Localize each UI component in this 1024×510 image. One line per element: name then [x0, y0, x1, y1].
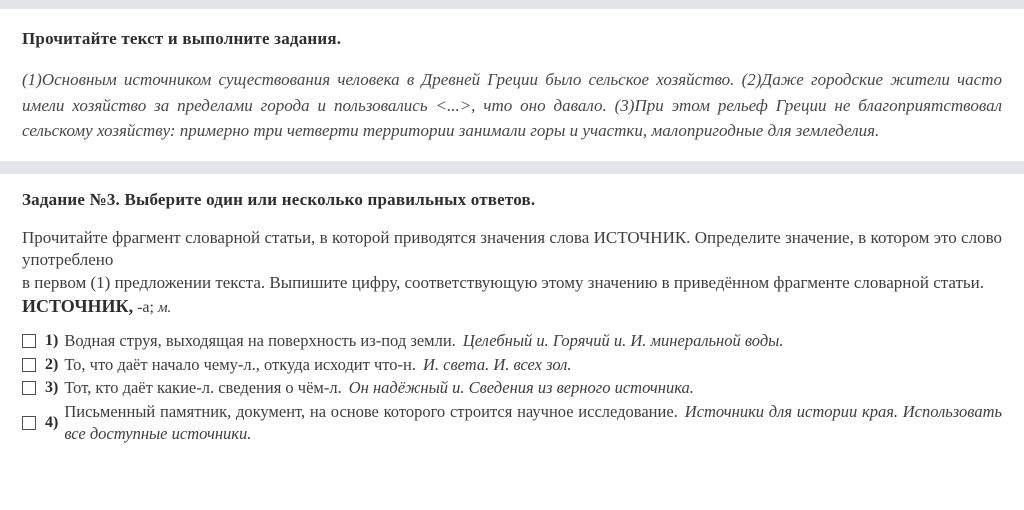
reading-header: Прочитайте текст и выполните задания. — [22, 29, 342, 48]
option-4-definition: Письменный памятник, документ, на основе которого строится научное исследование. — [64, 401, 678, 421]
option-1-definition: Водная струя, выходящая на поверхность из-под земли. — [64, 331, 456, 350]
option-3-checkbox[interactable] — [22, 381, 36, 395]
instruction-part-2: в первом (1) предложении текста. Выпишите цифру, соответствующую этому значению в приведённом фрагменте словарной статьи. — [22, 272, 985, 292]
option-2-text — [64, 354, 1002, 377]
answer-option-3 — [22, 377, 1002, 400]
option-4-number: 4) — [45, 414, 59, 431]
answer-options — [22, 330, 1002, 446]
option-1-number: 1) — [45, 332, 59, 350]
answer-option-1 — [22, 330, 1002, 353]
option-3-text — [64, 377, 1002, 400]
option-2-checkbox[interactable] — [22, 358, 36, 372]
dictionary-form: -а; — [137, 299, 154, 316]
option-4-text — [64, 401, 1002, 446]
option-1-checkbox[interactable] — [22, 334, 36, 348]
option-3-examples: Он надёжный и. Сведения из верного источника. — [348, 378, 694, 397]
option-1-text — [64, 330, 1002, 353]
passage-text: (1)Основным источником существования человека в Древней Греции было сельское хозяйство. (2)Даже городские жители часто имели хозяйство за пределами города и пользовались <...>, что оно давало. (3)При этом рельеф Греции не благоприятствовал сельскому хозяйству: примерно три четверти территории занимали горы и участки, малопригодные для земледелия. — [22, 70, 1002, 140]
task-section — [0, 174, 1024, 446]
dictionary-entry — [22, 296, 1002, 317]
task-header: Задание №3. Выберите один или несколько правильных ответов. — [22, 189, 536, 209]
option-3-definition: Тот, кто даёт какие-л. сведения о чём-л. — [64, 378, 342, 397]
reading-section — [0, 9, 1024, 161]
option-1-examples: Целебный и. Горячий и. И. минеральной воды. — [462, 331, 784, 350]
option-4-examples: Источники для истории края. Использовать все доступные источники. — [64, 401, 1002, 443]
option-2-number: 2) — [45, 355, 59, 373]
option-2-examples: И. света. И. всех зол. — [422, 354, 572, 374]
option-3-number: 3) — [45, 379, 59, 397]
instruction-part-1: Прочитайте фрагмент словарной статьи, в которой приводятся значения слова ИСТОЧНИК. Определите значение, в котором это слово употреблено — [22, 227, 1002, 269]
answer-option-2 — [22, 354, 1002, 377]
section-divider — [0, 161, 1024, 174]
option-2-definition: То, что даёт начало чему-л., откуда исходит что-н. — [64, 354, 416, 374]
dictionary-headword: ИСТОЧНИК, — [22, 296, 134, 316]
dictionary-gender: м. — [157, 300, 172, 316]
option-4-checkbox[interactable] — [22, 416, 36, 430]
answer-option-4 — [22, 401, 1002, 446]
top-bar — [0, 0, 1024, 9]
task-instruction — [22, 227, 1002, 295]
